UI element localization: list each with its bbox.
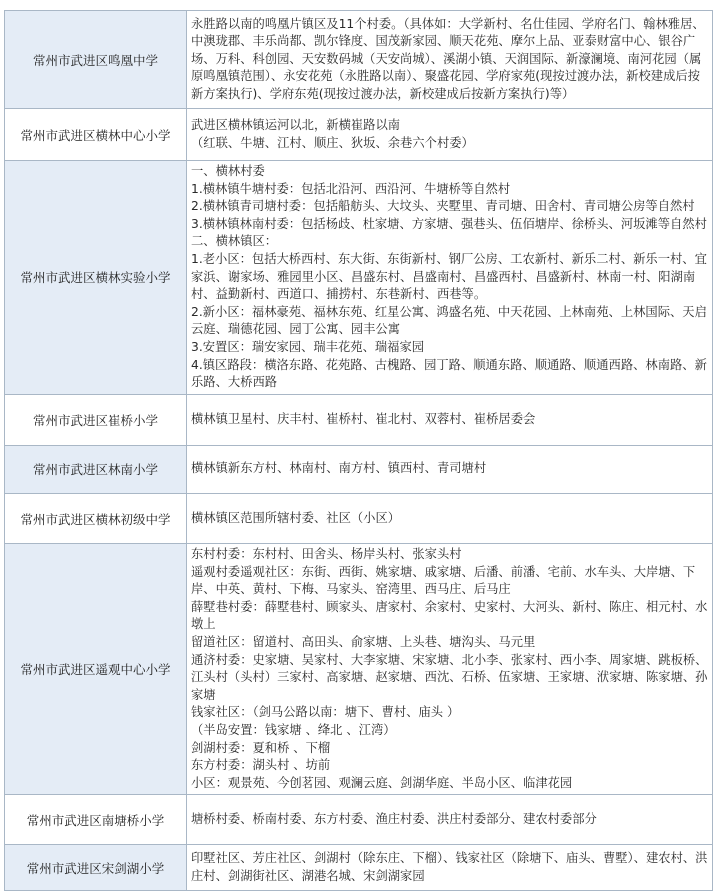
school-name: 常州市武进区崔桥小学	[5, 394, 187, 445]
school-name: 常州市武进区宋剑湖小学	[5, 845, 187, 891]
district-area	[187, 161, 713, 395]
school-district-table-2	[4, 493, 713, 891]
table-row	[5, 795, 713, 845]
area-line: 一、横林村委	[191, 164, 265, 178]
school-name: 常州市武进区遥观中心小学	[5, 544, 187, 795]
area-line: 2.新小区：福林豪苑、福林东苑、红星公寓、鸿盛名苑、中天花园、上林南苑、上林国际、天启云庭、瑞德花园、园丁公寓、园丰公寓	[191, 304, 707, 337]
school-name: 常州市武进区鸣凰中学	[5, 11, 187, 109]
area-line: 遥观村委遥观社区：东街、西街、姚家塘、戚家塘、后潘、前潘、宅前、水车头、大岸塘、下岸、中英、黄村、下梅、马家头、窑湾里、西马庄、后马庄	[191, 564, 696, 597]
area-line: 武进区横林镇运河以北，新横崔路以南	[191, 117, 401, 132]
district-area	[187, 11, 713, 109]
area-line: 2.横林镇青司塘村委：包括船舫头、大坟头、夹墅里、青司塘、田舍村、青司塘公房等自然村	[191, 199, 695, 214]
area-line: 剑湖村委：夏和桥 、下榴	[191, 740, 331, 755]
area-line: 小区：观景苑、今创茗园、观澜云庭、剑湖华庭、半岛小区、临津花园	[191, 775, 573, 790]
area-line: 1.横林镇牛塘村委：包括北沿河、西沿河、牛塘桥等自然村	[191, 181, 511, 196]
table-row	[5, 494, 713, 544]
table-row	[5, 845, 713, 891]
table-row	[5, 161, 713, 395]
area-line: 1.老小区：包括大桥西村、东大街、东街新村、钢厂公房、工农新村、新乐二村、新乐一村、宜家浜、谢家场、雅园里小区、昌盛东村、昌盛南村、昌盛西村、昌盛新村、林南一村、阳湖南村、益勤新村、西道口、捕捞村、东巷新村、西巷等。	[191, 251, 707, 302]
area-line: 永胜路以南的鸣凰片镇区及11个村委。（具体如：大学新村、名仕佳园、学府名门、翰林雅居、中澳珑郡、丰乐尚都、凯尔锋度、国茂新家园、顺天花苑、摩尔上品、亚泰财富中心、银谷广场、万科、科创园、天安数码城（天安尚城）、溪湖小镇、天润国际、新濠澜境、南河花园（属原鸣凰镇范围）、永安花苑（永胜路以南）、聚盛花园、学府家苑(现按过渡办法，新校建成后按新方案执行)、学府东苑(现按过渡办法，新校建成后按新方案执行)等）	[191, 16, 705, 101]
area-line: 横林镇区范围所辖村委、社区（小区）	[191, 510, 401, 525]
area-line: 东方村委：湖头村 、坊前	[191, 758, 331, 773]
area-line: 塘桥村委、桥南村委、东方村委、渔庄村委、洪庄村委部分、建农村委部分	[191, 812, 597, 827]
area-line: 3.横林镇林南村委：包括杨歧、杜家塘、方家塘、强巷头、伍佰塘岸、徐桥头、河坂滩等自然村	[191, 216, 707, 231]
school-name: 常州市武进区南塘桥小学	[5, 795, 187, 845]
district-area	[187, 494, 713, 544]
area-line: 薛墅巷村委：薛墅巷村、顾家头、唐家村、余家村、史家村、大河头、新村、陈庄、相元村、水墩上	[191, 599, 708, 632]
district-area	[187, 845, 713, 891]
area-line: 3.安置区：瑞安家园、瑞丰花苑、瑞福家园	[191, 339, 425, 354]
area-line: 4.镇区路段：横洛东路、花苑路、古槐路、园丁路、顺通东路、顺通路、顺通西路、林南路、新乐路、大桥西路	[191, 357, 707, 390]
area-line: 钱家社区：（剑马公路以南：塘下、曹村、庙头 ）	[191, 705, 460, 720]
area-line: 东村村委：东村村、田舍头、杨岸头村、张家头村	[191, 547, 462, 561]
district-area	[187, 544, 713, 795]
area-line: 横林镇新东方村、林南村、南方村、镇西村、青司塘村	[191, 461, 487, 476]
area-line: 通济村委：史家塘、吴家村、大李家塘、宋家塘、北小李、张家村、西小李、周家塘、跳板桥、江头村（头村）三家村、高家塘、赵家塘、西沈、石桥、伍家塘、王家塘、洑家塘、陈家塘、孙家塘	[191, 652, 708, 702]
table-row	[5, 109, 713, 161]
table-row	[5, 394, 713, 445]
school-name: 常州市武进区横林实验小学	[5, 161, 187, 395]
area-line: 横林镇卫星村、庆丰村、崔桥村、崔北村、双蓉村、崔桥居委会	[191, 411, 536, 426]
district-area	[187, 795, 713, 845]
school-name: 常州市武进区横林初级中学	[5, 494, 187, 544]
area-line: （红联、牛塘、江村、顺庄、狄坂、余巷六个村委）	[191, 135, 474, 150]
district-area	[187, 394, 713, 445]
school-district-table-1	[4, 10, 713, 494]
table-row	[5, 544, 713, 795]
district-area	[187, 445, 713, 493]
table-row	[5, 11, 713, 109]
area-line: （半岛安置：钱家塘 、绛北 、江湾）	[191, 722, 396, 737]
area-line: 印墅社区、芳庄社区、剑湖村（除东庄、下榴）、钱家社区（除塘下、庙头、曹墅）、建农村、洪庄村、剑湖街社区、湖港名城、宋剑湖家园	[191, 851, 708, 883]
school-name: 常州市武进区林南小学	[5, 445, 187, 493]
school-name: 常州市武进区横林中心小学	[5, 109, 187, 161]
table-row	[5, 445, 713, 493]
district-area	[187, 109, 713, 161]
area-line: 二、横林镇区：	[191, 234, 278, 249]
area-line: 留道社区：留道村、高田头、俞家塘、上头巷、塘沟头、马元里	[191, 634, 536, 649]
